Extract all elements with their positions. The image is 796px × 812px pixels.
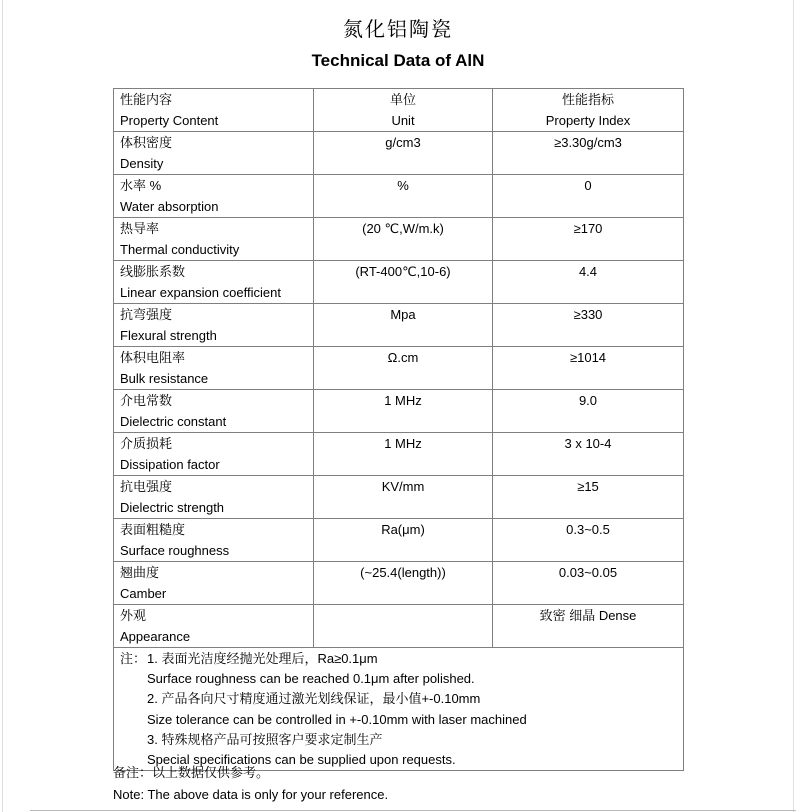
property-cell [114,433,314,476]
property-name-en: Appearance [120,628,191,644]
value-cell: 0 [493,175,684,218]
value-cell: 0.3~0.5 [493,519,684,562]
note-line-2-cn: 2. 产品各向尺寸精度通过激光划线保证，最小值+-0.10mm [147,691,481,707]
value-cell: ≥170 [493,218,684,261]
property-name-en: Thermal conductivity [120,241,240,257]
property-name-en: Bulk resistance [120,370,209,386]
header-property-content-en: Property Content [120,112,219,128]
property-cell [114,261,314,304]
property-cell [114,605,314,648]
value-cell: 3 x 10-4 [493,433,684,476]
notes-lines [147,649,679,770]
notes-label: 注： [120,651,147,666]
header-unit [314,89,493,132]
unit-cell: KV/mm [314,476,493,519]
note-line-3-cn: 3. 特殊规格产品可按照客户要求定制生产 [147,731,383,747]
unit-cell: (RT-400℃,10-6) [314,261,493,304]
unit-cell: (20 ℃,W/m.k) [314,218,493,261]
property-name-cn: 体积电阻率 [120,350,186,365]
property-cell [114,304,314,347]
unit-cell: (~25.4(length)) [314,562,493,605]
header-property-content [114,89,314,132]
property-name-en: Density [120,155,164,171]
unit-cell: 1 MHz [314,390,493,433]
value-cell: 0.03~0.05 [493,562,684,605]
property-name-cn: 翘曲度 [120,565,160,580]
value-cell: 4.4 [493,261,684,304]
header-property-index-en: Property Index [545,112,631,128]
property-name-en: Dielectric constant [120,413,227,429]
footer-remark-english: Note: The above data is only for your reference. [113,787,389,802]
unit-cell [314,605,493,648]
value-cell: 致密 细晶 Dense [493,605,684,648]
header-property-content-cn: 性能内容 [120,92,173,107]
property-name-cn: 介质损耗 [120,436,173,451]
document-title-chinese: 氮化铝陶瓷 [343,19,453,41]
page-right-border [793,0,794,812]
table-row-dielectric-strength [114,476,684,519]
table-row-dielectric-constant [114,390,684,433]
header-unit-cn: 单位 [389,92,416,107]
property-name-cn: 热导率 [120,221,160,236]
note-line-1-en: Surface roughness can be reached 0.1μm after polished. [147,671,475,687]
value-cell: ≥3.30g/cm3 [493,132,684,175]
property-cell [114,476,314,519]
value-cell: ≥330 [493,304,684,347]
property-cell [114,519,314,562]
table-notes-row [114,648,684,771]
table-row-appearance [114,605,684,648]
property-name-en: Dielectric strength [120,499,225,515]
table-row-surface-roughness [114,519,684,562]
unit-cell: Ra(μm) [314,519,493,562]
header-property-index [493,89,684,132]
value-cell: 9.0 [493,390,684,433]
property-cell [114,132,314,175]
property-name-en: Linear expansion coefficient [120,284,281,300]
property-cell [114,218,314,261]
property-name-en: Water absorption [120,198,219,214]
property-name-en: Flexural strength [120,327,217,343]
value-cell: ≥15 [493,476,684,519]
table-row-water-absorption [114,175,684,218]
page-left-border [2,0,3,812]
header-property-index-cn: 性能指标 [561,92,614,107]
table-row-dissipation-factor [114,433,684,476]
table-row-camber [114,562,684,605]
footer-remarks [113,762,388,806]
note-line-3-en: Special specifications can be supplied upon requests. [147,752,456,768]
unit-cell: % [314,175,493,218]
footer-remark-chinese: 备注：以上数据仅供参考。 [113,765,270,780]
note-line-1-cn: 1. 表面光洁度经抛光处理后，Ra≥0.1μm [147,651,378,666]
property-cell [114,347,314,390]
property-name-en: Surface roughness [120,542,230,558]
property-name-cn: 外观 [120,608,147,623]
unit-cell: Mpa [314,304,493,347]
table-row-flexural-strength [114,304,684,347]
document-title-english: Technical Data of AlN [311,51,485,70]
property-name-en: Dissipation factor [120,456,220,472]
property-cell [114,390,314,433]
unit-cell: g/cm3 [314,132,493,175]
property-name-cn: 线膨胀系数 [120,264,186,279]
unit-cell: Ω.cm [314,347,493,390]
table-row-thermal-conductivity [114,218,684,261]
property-cell [114,175,314,218]
property-name-cn: 水率 % [120,178,162,193]
table-row-bulk-resistance [114,347,684,390]
technical-data-table [113,88,684,771]
unit-cell: 1 MHz [314,433,493,476]
property-cell [114,562,314,605]
property-name-cn: 体积密度 [120,135,173,150]
property-name-cn: 抗电强度 [120,479,173,494]
page-bottom-rule [30,810,796,811]
property-name-cn: 表面粗糙度 [120,522,186,537]
property-name-cn: 介电常数 [120,393,173,408]
property-name-en: Camber [120,585,167,601]
notes-cell [114,648,684,771]
value-cell: ≥1014 [493,347,684,390]
table-header-row [114,89,684,132]
note-line-2-en: Size tolerance can be controlled in +-0.10mm with laser machined [147,711,527,727]
table-row-linear-expansion [114,261,684,304]
table-row-density [114,132,684,175]
header-unit-en: Unit [391,112,415,128]
property-name-cn: 抗弯强度 [120,307,173,322]
